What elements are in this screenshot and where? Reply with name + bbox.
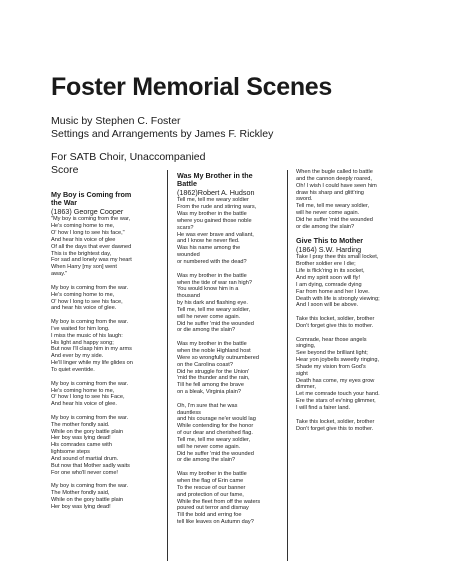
stanza: "My boy is coming from the war, He's coming home to me, O' how I long to see his face," And hear his voice of glee Of all the days that ever dawned This is the brightest day, For sad and lonely was my heart When Harry [my son] went away." [51,216,132,278]
composer-credit: Music by Stephen C. Foster [51,115,181,127]
column-divider [287,170,288,561]
voicing-line: For SATB Choir, Unaccompanied [51,151,206,163]
song-byline: (1863) George Cooper [51,206,124,216]
stanza: Take this locket, soldier, brother Don't forget give this to mother. [296,316,375,329]
song-byline: (1864) S.W. Harding [296,244,362,254]
lyrics-column-2 [177,172,275,533]
stanza: Take I pray thee this small locket, Brother soldier ere I die; Life is flick'ring in its socket, And my spirit soon will fly! I am dying, comrade dying Far from home and her I love. Death with life is strongly viewing; And I soon will be above. [296,254,380,309]
lyrics-column-3 [296,169,400,439]
score-label: Score [51,164,79,176]
stanza: Take this locket, soldier, brother Don't forget give this to mother. [296,418,375,432]
stanza: Oh, I'm sure that he was dauntless and his courage ne'er would lag While contending for the honor of our dear and cherished flag. Tell me, tell me weary soldier, will he never come again. Did he suffer 'mid the wounded or die among the slain? [177,402,256,464]
stanza: Was my brother in the battle when the flag of Erin came To the rescue of our banner and protection of our fame, While the fleet from off the waters poured out terror and dismay Till the bold and erring foe tell like leaves on Autumn day? [177,471,261,526]
song-title: Give This to Mother [296,236,364,246]
song-byline: (1862)Robert A. Hudson [177,187,255,197]
stanza: My boy is coming from the war. He's coming home to me, O' how I long to see his Face, And hear his voice of glee. [51,380,129,408]
document-title: Foster Memorial Scenes [51,73,333,101]
stanza: When the bugle called to battle and the cannon deeply roared, Oh! I wish I could have seen him draw his sharp and glitt'ring sword. Tell me, tell me weary soldier, will he never come again. Did he suffer 'mid the wounded or die among the slain? [296,169,377,230]
stanza: My boy is coming from the war. I've waited for him long. I miss the music of his laugh: His light and happy song; But now I'll clasp him in my arms And ever by my side. He'll linger while my life glides on To quiet eventide. [51,319,133,373]
stanza: Was my brother in the battle when the tide of war ran high? You would know him in a thousand by his dark and flashing eye. Tell me, tell me weary soldier, will he never come again. Did he suffer 'mid the wounded or die among the slain? [177,272,254,334]
stanza: Was my brother in the battle when the noble Highland host Were so wrongfully outnumbered on the Carolina coast? Did he struggle for the Union' 'mid the thunder and the rain, Till he fell among the brave on a bleak, Virginia plain? [177,341,259,396]
stanza: Tell me, tell me weary soldier From the rude and stirring wars, Was my brother in the battle where you gained those noble scars? He was ever brave and valiant, and I know he never fled. Was his name among the wounded or numbered with the dead? [177,197,257,265]
credits [51,115,273,141]
lyrics-column-1 [51,191,161,518]
stanza: My boy is coming from the war. He's coming home to me, O' how I long to see his face, and hear his voice of glee. [51,284,129,312]
song-title: Was My Brother in the Battle [177,171,253,189]
arranger-credit: Settings and Arrangements by James F. Rickley [51,128,274,140]
column-divider [167,170,168,561]
song-title: My Boy is Coming from the War [51,190,132,208]
stanza: My boy is coming from the war. The Mother fondly said, While on the gory battle plain Her boy was lying dead! [51,483,129,510]
stanza: Comrade, hear those angels singing, See beyond the brilliant light; Hear yon joybells sweetly ringing, Shade my vision from God's sight Death has come, my eyes grow dimmer, Let me comrade touch your hand. Ere the stars of ev'ning glimmer, I will find a fairer land. [296,336,380,411]
stanza: My boy is coming from the war. The mother fondly said. While on the gory battle plain Her boy was lying dead! His comrades came with lightsome steps And sound of martial drum. But now that Mother sadly waits For one who'll never come! [51,414,130,476]
